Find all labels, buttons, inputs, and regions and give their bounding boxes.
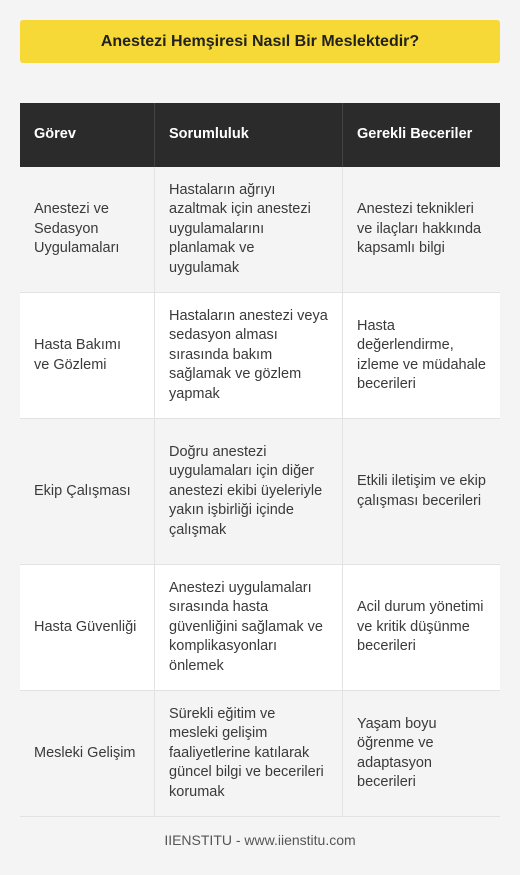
page-title: Anestezi Hemşiresi Nasıl Bir Meslektedir? bbox=[100, 32, 420, 50]
cell-gorev: Hasta Güvenliği bbox=[20, 565, 155, 690]
cell-gorev: Ekip Çalışması bbox=[20, 419, 155, 564]
header-sorumluluk: Sorumluluk bbox=[155, 103, 343, 167]
cell-beceriler: Etkili iletişim ve ekip çalışması becerileri bbox=[343, 419, 500, 564]
cell-sorumluluk: Hastaların anestezi veya sedasyon alması sırasında bakım sağlamak ve gözlem yapmak bbox=[155, 293, 343, 418]
footer-credit: IIENSTITU - www.iienstitu.com bbox=[164, 832, 356, 848]
header-gorev: Görev bbox=[20, 103, 155, 167]
cell-beceriler: Yaşam boyu öğrenme ve adaptasyon becerileri bbox=[343, 691, 500, 816]
table-row bbox=[20, 565, 500, 691]
cell-beceriler: Acil durum yönetimi ve kritik düşünme becerileri bbox=[343, 565, 500, 690]
cell-sorumluluk: Sürekli eğitim ve mesleki gelişim faaliyetlerine katılarak güncel bilgi ve becerileri korumak bbox=[155, 691, 343, 816]
responsibilities-table bbox=[20, 103, 500, 817]
cell-sorumluluk: Anestezi uygulamaları sırasında hasta güvenliğini sağlamak ve komplikasyonları önlemek bbox=[155, 565, 343, 690]
table-header bbox=[20, 103, 500, 167]
cell-sorumluluk: Hastaların ağrıyı azaltmak için anestezi uygulamalarını planlamak ve uygulamak bbox=[155, 167, 343, 292]
cell-gorev: Anestezi ve Sedasyon Uygulamaları bbox=[20, 167, 155, 292]
table-row bbox=[20, 293, 500, 419]
cell-gorev: Mesleki Gelişim bbox=[20, 691, 155, 816]
cell-sorumluluk: Doğru anestezi uygulamaları için diğer anestezi ekibi üyeleriyle yakın işbirliği içinde çalışmak bbox=[155, 419, 343, 564]
cell-gorev: Hasta Bakımı ve Gözlemi bbox=[20, 293, 155, 418]
table-row bbox=[20, 167, 500, 293]
header-beceriler: Gerekli Beceriler bbox=[343, 103, 500, 167]
table-row bbox=[20, 419, 500, 565]
cell-beceriler: Anestezi teknikleri ve ilaçları hakkında kapsamlı bilgi bbox=[343, 167, 500, 292]
cell-beceriler: Hasta değerlendirme, izleme ve müdahale becerileri bbox=[343, 293, 500, 418]
title-banner bbox=[20, 20, 500, 63]
table-row bbox=[20, 691, 500, 817]
